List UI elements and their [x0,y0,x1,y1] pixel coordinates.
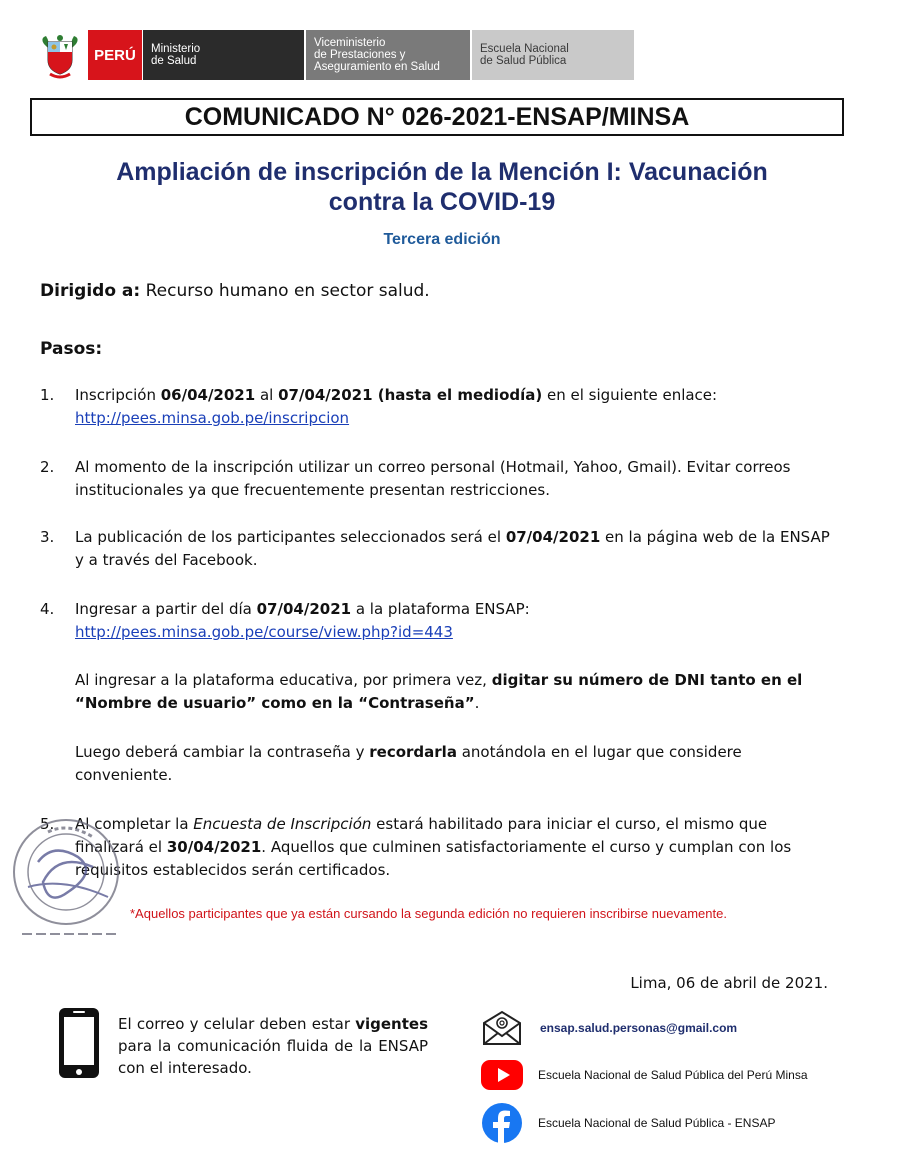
peru-logo [88,30,142,80]
official-stamp-signature [8,812,130,942]
ministry-line1: Ministerio [151,43,201,55]
step-5-text-c: estará habilitado para iniciar el curso, el mismo que finalizará el [75,815,768,856]
step-4-text-c: a la plataforma ENSAP: [351,600,530,618]
step-1-date-end: 07/04/2021 (hasta el mediodía) [278,386,543,404]
youtube-icon [480,1055,524,1095]
peru-label: PERÚ [94,46,136,64]
vice-line2: de Prestaciones y [314,49,406,61]
step-5-text-a: Al completar la [75,815,194,833]
email-address: ensap.salud.personas@gmail.com [540,1021,738,1035]
step-text [75,741,840,787]
document-date: Lima, 06 de abril de 2021. [630,974,828,992]
document-title: COMUNICADO N° 026-2021-ENSAP/MINSA [184,102,690,131]
email-contact [480,1008,737,1048]
step-4-text-a: Ingresar a partir del día [75,600,257,618]
coat-of-arms-icon [36,30,84,80]
step-5-text-e: . Aquellos que culminen satisfactoriamente el curso y cumplan con los requisitos establecidos serán certificados. [75,838,792,879]
step-4-date: 07/04/2021 [256,600,352,618]
headline-line1: Ampliación de inscripción de la Mención I: Vacunación [116,158,768,186]
dirigido-label: Dirigido a: [40,281,141,301]
header-logos [36,30,634,80]
step-4-p3-a: Luego deberá cambiar la contraseña y [75,743,370,761]
step-4-p3-b: recordarla [369,743,457,761]
step-4-p2-c: . [474,694,480,712]
step-5-date: 30/04/2021 [166,838,262,856]
step-1-date-start: 06/04/2021 [160,386,256,404]
contact-note-c: para la comunicación fluida de la ENSAP con el interesado. [118,1037,428,1077]
contact-note-b: vigentes [355,1015,428,1033]
step-text [75,813,840,882]
ministry-line2: de Salud [151,55,197,67]
contact-note-a: El correo y celular deben estar [118,1015,356,1033]
step-3-text-a: La publicación de los participantes seleccionados será el [75,528,506,546]
dirigido-line [40,280,430,303]
headline [40,157,844,217]
vice-line1: Viceministerio [314,37,386,49]
platform-link[interactable]: http://pees.minsa.gob.pe/course/view.php?id=443 [75,623,453,641]
step-1-text-c: al [255,386,279,404]
step-5-survey-name: Encuesta de Inscripción [193,815,372,833]
step-1-text-e: en el siguiente enlace: [542,386,718,404]
facebook-icon [480,1103,524,1143]
vice-ministry-label [306,30,470,80]
ministry-label [142,30,304,80]
step-text [75,669,840,715]
step-text: Al momento de la inscripción utilizar un correo personal (Hotmail, Yahoo, Gmail). Evitar correos institucionales ya que frecuentemente presentan restricciones. [75,458,791,499]
school-label [472,30,634,80]
facebook-page: Escuela Nacional de Salud Pública - ENSAP [538,1116,776,1130]
note-text: *Aquellos participantes que ya están cursando la segunda edición no requieren inscribirse nuevamente. [130,906,727,921]
step-4-p2-b: digitar su número de DNI tanto en el “Nombre de usuario” como en la “Contraseña” [75,671,803,712]
mobile-phone-icon [57,1006,101,1080]
vice-line3: Aseguramiento en Salud [314,61,440,73]
step-number: 1. [40,386,55,404]
step-1-text-a: Inscripción [75,386,161,404]
dirigido-value: Recurso humano en sector salud. [140,281,430,301]
pasos-heading: Pasos: [40,339,103,359]
headline-line2: contra la COVID-19 [328,188,556,216]
step-4-p3-c: anotándola en el lugar que considere conveniente. [75,743,742,784]
step-4-p2-a: Al ingresar a la plataforma educativa, por primera vez, [75,671,492,689]
document-title-box [30,98,844,136]
facebook-contact [480,1103,775,1143]
contact-note [118,1013,428,1079]
school-line2: de Salud Pública [480,55,567,67]
step-text [75,598,840,644]
youtube-channel: Escuela Nacional de Salud Pública del Perú Minsa [538,1068,808,1082]
step-3-text-c: en la página web de la ENSAP y a través del Facebook. [75,528,830,569]
school-line1: Escuela Nacional [480,43,569,55]
step-text [75,526,840,572]
step-number: 4. [40,600,55,618]
step-number: 2. [40,458,55,476]
step-number: 3. [40,528,55,546]
step-number: 5. [40,815,55,833]
email-icon [480,1008,524,1048]
step-text [75,384,840,430]
youtube-contact [480,1055,808,1095]
step-3-date: 07/04/2021 [505,528,601,546]
registration-link[interactable]: http://pees.minsa.gob.pe/inscripcion [75,409,350,427]
subhead: Tercera edición [383,231,501,248]
